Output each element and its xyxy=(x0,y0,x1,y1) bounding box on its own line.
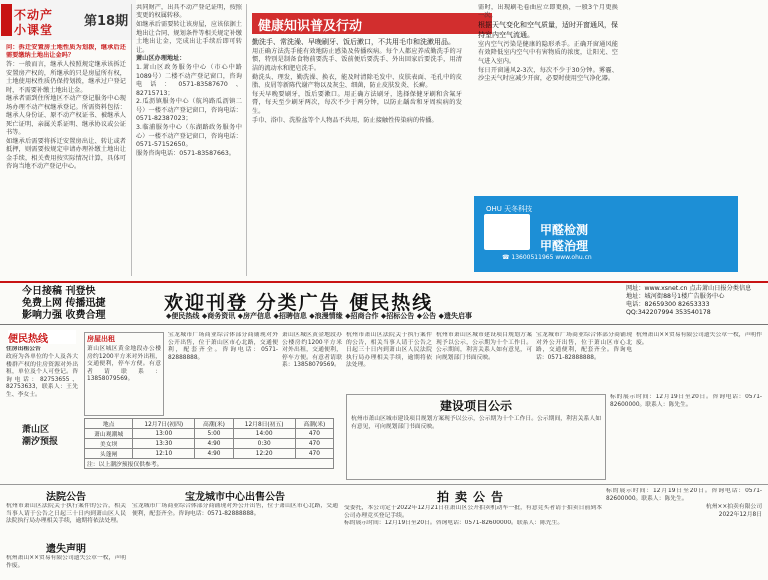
build-notice xyxy=(346,394,606,480)
issue-number: 第18期 xyxy=(84,14,129,29)
cell: 头蓬闸 xyxy=(85,449,133,459)
banner-headline: 欢迎刊登 分类广告 便民热线 xyxy=(164,292,434,314)
cell: 12:20 xyxy=(233,449,295,459)
col-header: 高潮(米) xyxy=(195,419,233,429)
ad-brand: OHU 天冬科技 xyxy=(486,205,533,213)
cell: 美女坝 xyxy=(85,439,133,449)
office-2: 2.瓜沥镇服务中心（航坞路瓜沥镇二号）一楼不动产登记窗口，咨询电话：0571-82387023； xyxy=(136,98,242,123)
banner-rule xyxy=(0,324,768,325)
sale-notice xyxy=(132,488,338,578)
law-notice xyxy=(6,488,126,538)
phone-icon: ☎ xyxy=(502,254,510,261)
section-rule xyxy=(0,281,768,283)
health-article xyxy=(252,38,462,198)
col-header: 地点 xyxy=(85,419,133,429)
ad-column-f: 杭州萧山××贸易有限公司遗失公章一枚，声明作废。 xyxy=(636,332,762,346)
ad-column-c: 杭州市萧山区法院关于执行案件的公告，相关当事人请于公告之日起三十日内到萧山区人民法院执行局办理相关手续，逾期将依法处理。 xyxy=(346,332,432,369)
col4-p3: 室内空气污染是健康的隐形杀手。正确开窗通风能有效降低室内空气中有害物质的浓度，让阳光、空气进入室内。 xyxy=(478,40,618,65)
column-2-article xyxy=(136,4,242,274)
auction-detail-text: 标的展示时间：12月19日至20日。咨询电话：0571-82600000。联系人：陈先生。 xyxy=(606,488,762,502)
tide-label-1: 萧山区 xyxy=(22,425,50,435)
signature-1: 杭州××拍卖有限公司 xyxy=(705,503,762,510)
auction-detail xyxy=(606,488,762,578)
column-divider xyxy=(246,4,247,276)
health-section-title: 健康知识普及行动 xyxy=(252,13,492,34)
table-row xyxy=(85,459,334,469)
col2-p1: 共同财产，出具不动产登记证明，按照变更的权属转移。 xyxy=(136,4,242,20)
faq-question: 问：拆迁安置房土地性质为划拨，继承后还需要缴纳土地出让金吗？ xyxy=(6,44,126,60)
tide-table xyxy=(84,418,334,469)
auction-body-2: 标的展示时间：12月19日至20日。咨询电话：0571-82600000。联系人：陈先生。 xyxy=(344,520,564,527)
table-row xyxy=(85,429,334,439)
faq-answer-1: 答：一般而言，继承人按照规定继承该拆迁安置房产权的，所继承的只是房屋所有权，土地使用权性质仍保持划拨，继承过户登记时，不需要补缴土地出让金。 xyxy=(6,61,126,94)
banner-contact xyxy=(626,285,751,317)
tide-label xyxy=(22,424,58,448)
column-divider xyxy=(131,4,132,276)
cell: 4:90 xyxy=(195,449,233,459)
slogan-line: 影响力强 收费合理 xyxy=(22,310,106,321)
notice-date: 2022年12月8日 xyxy=(718,511,762,518)
health-p2: 勤洗头、理发，勤洗澡、换衣，能及时清除毛发中、皮肤表面、毛孔中的皮脂、皮屑等新陈代谢产物以及灰尘、细菌，防止皮肤发炎、长癣。 xyxy=(252,73,462,90)
brand-line2: 小课堂 xyxy=(14,23,54,37)
qq: QQ:342207994 353540178 xyxy=(626,309,711,316)
side-sub: 住房出租公告 xyxy=(6,346,41,352)
brand-line1: 不动产 xyxy=(14,8,54,22)
office-title: 萧山区办理地址： xyxy=(136,55,186,63)
health-lead: 勤洗手、常洗澡、早晚刷牙、饭后漱口，不共用毛巾和洗漱用品。 xyxy=(252,38,455,46)
cell: 13:30 xyxy=(133,439,195,449)
loss-notice xyxy=(6,540,126,578)
cell: 12:10 xyxy=(133,449,195,459)
ad-column-d: 杭州市萧山区城市建设项目规划方案现予以公示，公示期为十个工作日。公示期间，利害关系人如有意见，可向规划部门书面反映。 xyxy=(436,332,532,361)
office-1: 1.萧山区政务服务中心（市心中路1089号）二楼不动产登记窗口，咨询电话：0571-83587670、82715713； xyxy=(136,64,242,97)
service-hotline: 服务咨询电话：0571-83587663。 xyxy=(136,149,235,157)
health-p1: 用正确方法洗手能有效地防止感染及传播疾病。每个人都应养成勤洗手的习惯，特别是制备食物前要洗手、饭前便后要洗手、外出回家后要洗手，用清洁的流动水和肥皂洗手。 xyxy=(252,48,462,72)
build-title: 建设项目公示 xyxy=(439,399,512,413)
slogan-line: 免费上网 传播迅捷 xyxy=(22,298,106,309)
address: 地址：城河街88号1楼广告服务中心 xyxy=(626,293,725,300)
ad-url: www.ohu.cn xyxy=(555,254,592,261)
table-header xyxy=(85,419,334,429)
cell: 470 xyxy=(295,429,333,439)
banner-categories: ◆便民热线 ◆商务资讯 ◆房产信息 ◆招聘信息 ◆浪漫情缘 ◆招商合作 ◆招标公告 ◆公告 ◆遗失启事 xyxy=(166,312,472,320)
side-title: 便民热线 xyxy=(8,330,76,344)
cell: 14:00 xyxy=(233,429,295,439)
phone: 电话：82659300 82653333 xyxy=(626,301,710,308)
ad-contact xyxy=(502,254,592,261)
row-divider xyxy=(0,484,768,485)
cell: 4:90 xyxy=(195,439,233,449)
cell: 470 xyxy=(295,449,333,459)
col-header: 12月7日(初四) xyxy=(133,419,195,429)
health-p4: 手巾、浴巾、洗脸盆等个人物品不共用，防止接触性传染病的传播。 xyxy=(252,116,438,124)
cell: 5:00 xyxy=(195,429,233,439)
banner-slogans xyxy=(22,286,105,322)
rent-notice xyxy=(84,332,164,416)
build-body: 杭州市萧山区城市建设项目规划方案现予以公示，公示期为十个工作日。公示期间，利害关系人如有意见，可向规划部门书面反映。 xyxy=(351,416,601,430)
table-row xyxy=(85,439,334,449)
ad-column-a: 宝龙城市广场商业综合体部分商铺现对外公开出售，位于萧山区市心北路，交通便利，配套齐全。咨询电话：0571-82888888。 xyxy=(168,332,278,361)
office-3: 3.临浦服务中心（东湖路政务服务中心）一楼不动产登记窗口，咨询电话：0571-57152650。 xyxy=(136,124,242,148)
faq-answer-3: 如继承后需要将拆迁安置房出让、转让或者抵押，则需要按规定申请办理补缴土地出让金手续，相关费用按实际情况计算，具体可咨询当地不动产登记中心。 xyxy=(6,137,126,171)
auction-title: 拍卖公告 xyxy=(436,490,509,504)
logo-red-bar xyxy=(1,4,12,36)
col-header: 12月8日(初五) xyxy=(233,419,295,429)
col4-p4: 每日开窗通风2-3次，每次不少于30分钟。雾霾、沙尘天气时应减少开窗，必要时使用空气净化器。 xyxy=(478,66,618,82)
sale-body: 宝龙城市广场商业综合体部分商铺现对外公开出售，位于萧山区市心北路，交通便利，配套齐全。咨询电话：0571-82888888。 xyxy=(132,503,338,517)
tide-label-2: 潮汐预报 xyxy=(22,437,59,447)
sale-title: 宝龙城市中心出售公告 xyxy=(185,492,285,503)
website[interactable]: 网址：www.xsnet.cn 点击萧山日报分类信息 xyxy=(626,285,752,292)
health-p3: 每天早晚要刷牙，饭后要漱口。用正确方法刷牙，选择保健牙刷和含氟牙膏，每天至少刷牙两次，每次不少于两分钟，以防止龋齿和牙周疾病的发生。 xyxy=(252,91,462,115)
cell: 0:30 xyxy=(233,439,295,449)
side-text: 政府为各单位的个人及各大楼群产权的住房资源对外出租，单位及个人可登记。咨询电话：82753655、82753633，联系人：王先生、李女士。 xyxy=(6,354,78,399)
ad-column-b: 萧山区城区黄金地段办公楼房约1200平方米对外出租，交通便利，停车方便。有意者请联系：13858079569。 xyxy=(282,332,342,369)
auction-body: 受委托，本公司定于2022年12月21日在萧山区公开拍卖机动车一批，有意竞买者请于拍卖日前到本公司办理竞买登记手续。 xyxy=(344,505,602,519)
cell: 13:00 xyxy=(133,429,195,439)
ad-column-e: 宝龙城市广场商业综合体部分商铺现对外公开出售，位于萧山区市心北路，交通便利，配套齐全。咨询电话：0571-82888888。 xyxy=(536,332,632,361)
column-1-article xyxy=(6,44,126,280)
table-row xyxy=(85,449,334,459)
auction-notice xyxy=(344,488,602,578)
law-title: 法院公告 xyxy=(46,492,86,503)
side-body xyxy=(6,346,78,424)
loss-title: 遗失声明 xyxy=(46,544,86,555)
col4-p2: 根据天气变化和空气质量，适时开窗通风，保持室内空气流通。 xyxy=(478,21,618,39)
loss-body: 杭州萧山××贸易有限公司遗失公章一枚，声明作废。 xyxy=(6,555,126,569)
faq-answer-2: 继承者需到住所地区不动产登记服务中心现场办理不动产权继承登记。所需资料包括：继承人身份证、原不动产权证书、被继承人死亡证明、亲属关系证明、继承协议或公证书等。 xyxy=(6,95,126,137)
col-header: 高潮(米) xyxy=(295,419,333,429)
ad-line2: 甲醛治理 xyxy=(540,239,589,253)
product-image xyxy=(484,214,530,250)
ad-line1: 甲醛检测 xyxy=(540,223,589,237)
table-note: 注：以上潮汐预报仅供参考。 xyxy=(85,459,334,469)
rent-title: 房屋出租 xyxy=(87,335,115,343)
column-4-article xyxy=(478,4,618,190)
ad-phone: 13600511965 xyxy=(511,254,554,261)
ad-headline xyxy=(540,222,588,254)
slogan-line: 今日接稿 刊登快 xyxy=(22,286,96,297)
rent-body: 萧山区城区黄金地段办公楼房约1200平方米对外出租，交通便利，停车方便。有意者请联系：13858079569。 xyxy=(87,346,161,383)
law-body: 杭州市萧山区法院关于执行案件的公告，相关当事人请于公告之日起三十日内到萧山区人民法院执行局办理相关手续，逾期将依法处理。 xyxy=(6,503,126,525)
col2-p2: 如继承后需要转让该房屋，应该依据土地出让合同、规划条件等相关规定补缴土地出让金，完成出让手续后即可转让。 xyxy=(136,21,242,54)
ad-column-g: 标的展示时间：12月19日至20日。咨询电话：0571-82600000。联系人：陈先生。 xyxy=(610,394,762,408)
cell: 470 xyxy=(295,439,333,449)
cell: 萧山观潮城 xyxy=(85,429,133,439)
col4-p1: 需时，出现刷毛卷曲应立即更换，一般3个月更换一次。 xyxy=(478,4,618,20)
